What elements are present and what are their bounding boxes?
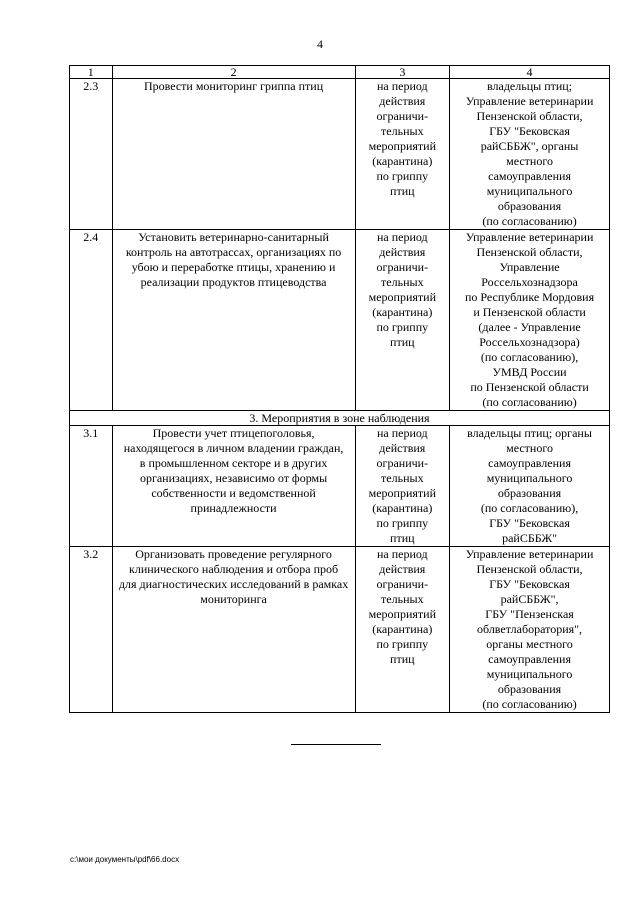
row-responsible-line: Россельхознадзора) [479, 335, 580, 349]
row-period-line: тельных [381, 471, 424, 485]
row-period [355, 230, 450, 411]
footer-divider [291, 744, 381, 745]
row-period [355, 547, 450, 713]
row-responsible-line: самоуправления [488, 456, 571, 470]
section-title: 3. Мероприятия в зоне наблюдения [70, 411, 610, 426]
row-responsible-line: муниципального [486, 184, 573, 198]
table-row [70, 230, 610, 411]
row-period-line: действия [379, 94, 426, 108]
row-responsible-line: Пензенской области, [476, 109, 583, 123]
row-action [112, 230, 355, 411]
row-period-line: действия [379, 245, 426, 259]
row-responsible-line: Пензенской области, [476, 245, 583, 259]
row-responsible-line: (по согласованию) [482, 214, 577, 228]
row-period-line: (карантина) [372, 622, 433, 636]
row-responsible-line: ГБУ "Бековская [489, 124, 570, 138]
header-col-2: 2 [112, 66, 355, 79]
row-period-line: на период [376, 230, 428, 244]
row-period-line: (карантина) [372, 501, 433, 515]
row-responsible-line: облветлаборатория", [477, 622, 583, 636]
row-period-line: по гриппу [376, 169, 429, 183]
row-responsible-line: ГБУ "Бековская [489, 577, 570, 591]
row-period-line: ограничи- [376, 109, 429, 123]
row-number: 3.2 [70, 547, 113, 713]
row-period-line: ограничи- [376, 456, 429, 470]
row-period-line: по гриппу [376, 320, 429, 334]
row-responsible-line: образования [497, 199, 562, 213]
row-period-line: на период [376, 547, 428, 561]
table-header-row [70, 66, 610, 79]
header-col-4: 4 [450, 66, 610, 79]
row-period-line: мероприятий [368, 290, 436, 304]
page-number: 4 [317, 37, 323, 51]
row-responsible-line: владельцы птиц; [487, 79, 573, 93]
row-period-line: птиц [390, 531, 415, 545]
row-period-line: тельных [381, 592, 424, 606]
row-period-line: мероприятий [368, 607, 436, 621]
row-action [112, 426, 355, 547]
row-period-line: на период [376, 79, 428, 93]
table-row [70, 547, 610, 713]
row-responsible-line: Пензенской области, [476, 562, 583, 576]
row-action-line: для диагностических исследований в рамках [118, 577, 349, 591]
row-responsible-line: местного [506, 441, 553, 455]
row-responsible-line: Управление ветеринарии [465, 230, 594, 244]
row-period-line: по гриппу [376, 516, 429, 530]
row-responsible [450, 426, 610, 547]
row-number: 3.1 [70, 426, 113, 547]
row-responsible-line: самоуправления [488, 652, 571, 666]
row-responsible-line: райСББЖ", органы [480, 139, 579, 153]
row-period-line: птиц [390, 184, 415, 198]
row-action [112, 547, 355, 713]
row-period-line: (карантина) [372, 305, 433, 319]
row-action-line: Провести учет птицепоголовья, [152, 426, 315, 440]
row-responsible-line: (по согласованию) [482, 697, 577, 711]
row-action-line: Провести мониторинг гриппа птиц [143, 79, 324, 93]
row-action-line: принадлежности [190, 501, 277, 515]
row-responsible-line: образования [497, 486, 562, 500]
section-row [70, 411, 610, 426]
row-responsible-line: Россельхознадзора [481, 275, 578, 289]
row-responsible-line: и Пензенской области [473, 305, 586, 319]
row-action-line: клинического наблюдения и отбора проб [129, 562, 339, 576]
row-responsible-line: (по согласованию), [480, 350, 579, 364]
file-path: c:\мои документы\pdf\66.docx [70, 855, 180, 864]
row-period [355, 79, 450, 230]
row-responsible-line: Управление ветеринарии [465, 94, 594, 108]
row-period-line: птиц [390, 335, 415, 349]
row-responsible-line: органы местного [486, 637, 573, 651]
row-number: 2.4 [70, 230, 113, 411]
row-action-line: убою и переработке птицы, хранению и [131, 260, 336, 274]
row-period-line: тельных [381, 124, 424, 138]
header-col-1: 1 [70, 66, 113, 79]
row-action-line: собственности и ведомственной [151, 486, 316, 500]
row-responsible-line: местного [506, 154, 553, 168]
row-action-line: Организовать проведение регулярного [135, 547, 332, 561]
row-responsible-line: райСББЖ", [500, 592, 559, 606]
row-period-line: птиц [390, 652, 415, 666]
row-responsible-line: Управление ветеринарии [465, 547, 594, 561]
row-period-line: мероприятий [368, 139, 436, 153]
row-period-line: ограничи- [376, 577, 429, 591]
measures-table [69, 65, 610, 713]
row-responsible-line: УМВД России [492, 365, 567, 379]
row-action-line: контроль на автотрассах, организациях по [125, 245, 342, 259]
row-period-line: тельных [381, 275, 424, 289]
row-period-line: по гриппу [376, 637, 429, 651]
table-row [70, 79, 610, 230]
row-responsible-line: самоуправления [488, 169, 571, 183]
row-period-line: мероприятий [368, 486, 436, 500]
row-period-line: (карантина) [372, 154, 433, 168]
row-action-line: мониторинга [200, 592, 267, 606]
row-responsible-line: муниципального [486, 471, 573, 485]
row-action-line: реализации продуктов птицеводства [140, 275, 327, 289]
row-responsible [450, 230, 610, 411]
row-responsible-line: (по согласованию) [482, 395, 577, 409]
row-responsible-line: (по согласованию), [480, 501, 579, 515]
row-responsible-line: по Пензенской области [470, 380, 589, 394]
row-action-line: организациях, независимо от формы [139, 471, 328, 485]
row-responsible-line: владельцы птиц; органы [467, 426, 592, 440]
row-period-line: на период [376, 426, 428, 440]
row-period-line: действия [379, 562, 426, 576]
measures-table-body [70, 66, 610, 713]
row-responsible-line: ГБУ "Пензенская [485, 607, 574, 621]
row-responsible-line: ГБУ "Бековская [489, 516, 570, 530]
row-number: 2.3 [70, 79, 113, 230]
row-responsible-line: Управление [499, 260, 560, 274]
row-responsible-line: райСББЖ" [502, 531, 557, 545]
row-responsible-line: (далее - Управление [478, 320, 581, 334]
row-responsible [450, 79, 610, 230]
row-responsible-line: образования [497, 682, 562, 696]
header-col-3: 3 [355, 66, 450, 79]
row-action-line: находящегося в личном владении граждан, [123, 441, 344, 455]
row-responsible-line: по Республике Мордовия [464, 290, 595, 304]
row-period-line: действия [379, 441, 426, 455]
row-action-line: Установить ветеринарно-санитарный [138, 230, 329, 244]
row-period [355, 426, 450, 547]
row-action-line: в промышленном секторе и в других [139, 456, 328, 470]
row-action [112, 79, 355, 230]
table-row [70, 426, 610, 547]
row-period-line: ограничи- [376, 260, 429, 274]
row-responsible [450, 547, 610, 713]
row-responsible-line: муниципального [486, 667, 573, 681]
